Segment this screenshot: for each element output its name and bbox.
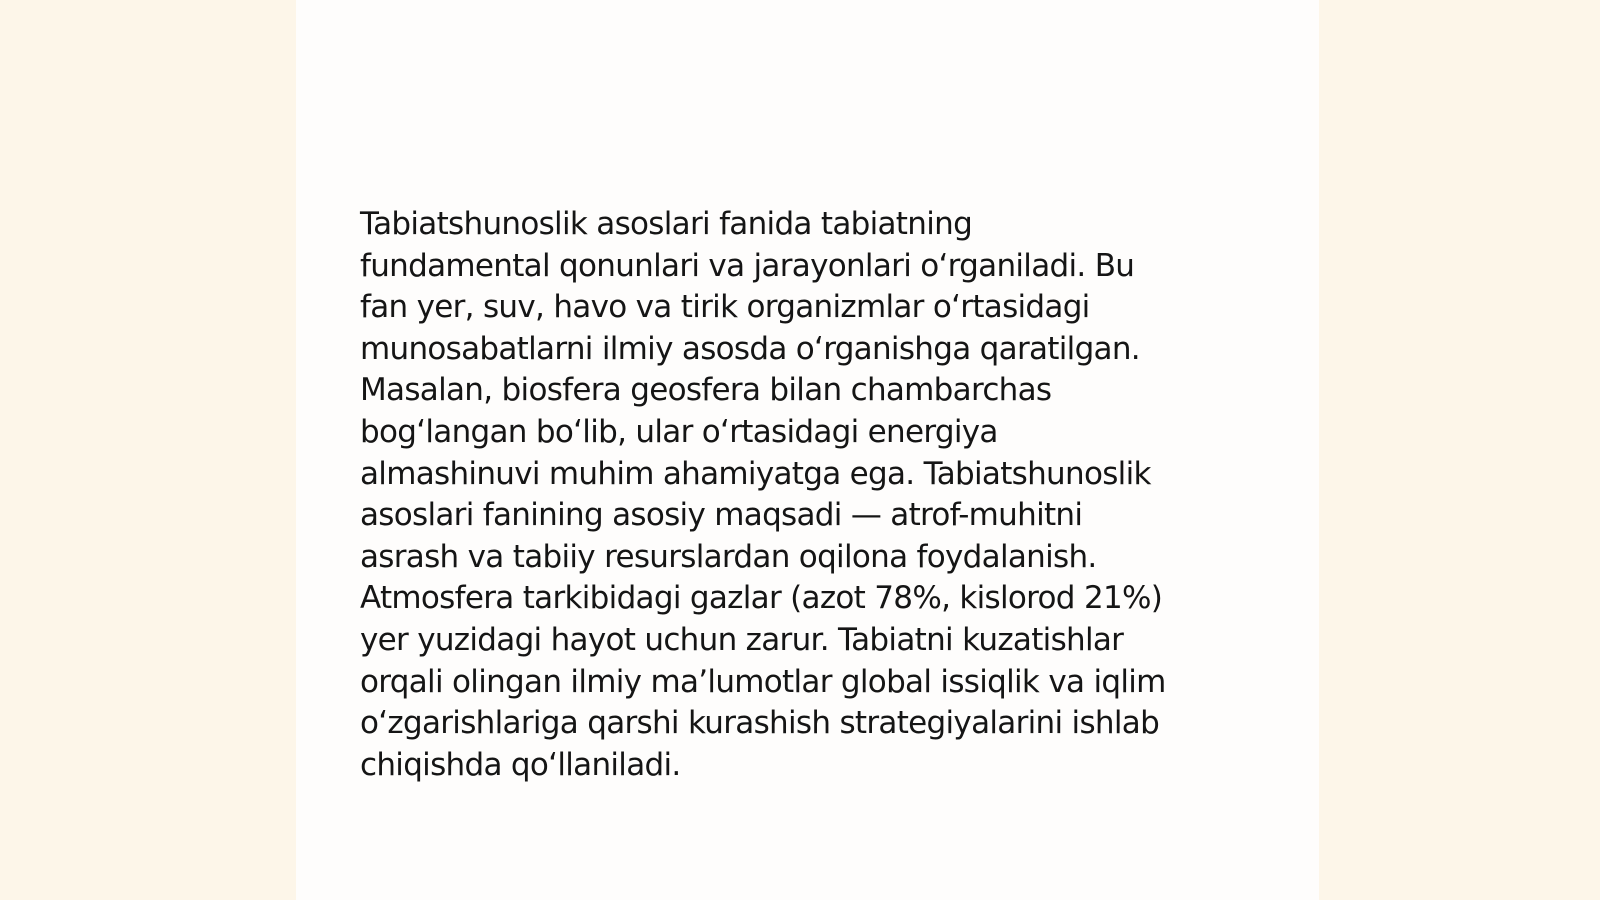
body-paragraph: Tabiatshunoslik asoslari fanida tabiatning fundamental qonunlari va jarayonlari oʻrganiladi. Bu fan yer, suv, havo va tirik organizmlar oʻrtasidagi munosabatlarni ilmiy asosda oʻrganishga qaratilgan. Masalan, biosfera geosfera bilan chambarchas bogʻlangan boʻlib, ular oʻrtasidagi energiya almashinuvi muhim ahamiyatga ega. Tabiatshunoslik asoslari fanining asosiy maqsadi — atrof-muhitni asrash va tabiiy resurslardan oqilona foydalanish. Atmosfera tarkibidagi gazlar (azot 78%, kislorod 21%) yer yuzidagi hayot uchun zarur. Tabiatni kuzatishlar orqali olingan ilmiy maʼlumotlar global issiqlik va iqlim oʻzgarishlariga qarshi kurashish strategiyalarini ishlab chiqishda qoʻllaniladi. [360,206,1166,783]
document-page [296,0,1319,900]
